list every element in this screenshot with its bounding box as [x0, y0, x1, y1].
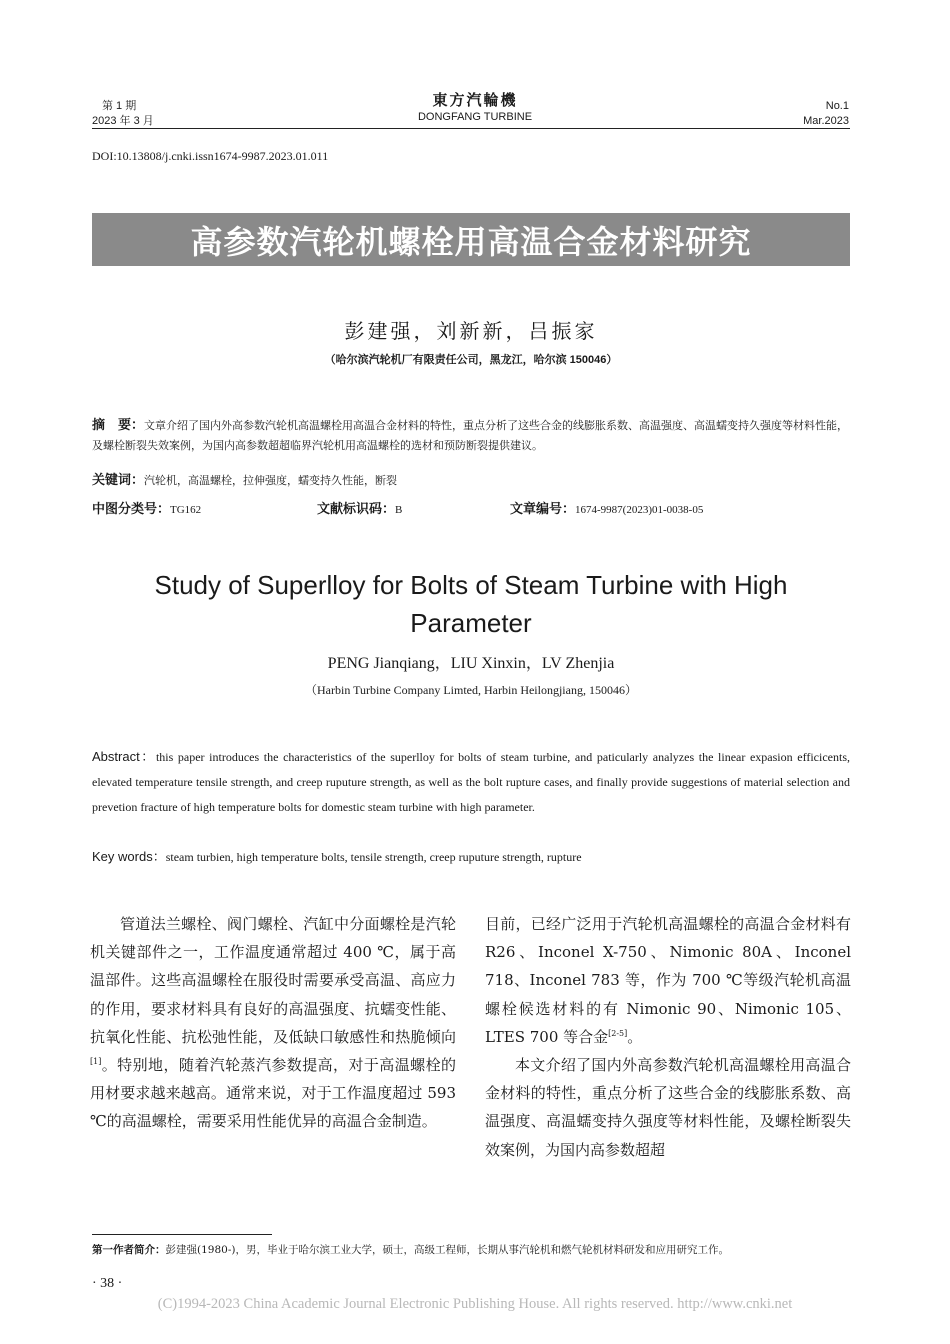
page-number: · 38 · [92, 1276, 123, 1291]
abstract-en-text: this paper introduces the characteristics of the superlloy for bolts of steam turbine, and paticularly analyzes the linear expasion efficicents, elevated temperature tensile strength, and creep ruputure strength, as well as the bolt rupture cases, and finally provide suggestions of material selection and prevetion fracture of high temperature bolts for domestic steam turbine with high parameter. [92, 750, 850, 814]
body-paragraph [485, 1051, 851, 1164]
clc-value: TG162 [170, 504, 202, 516]
affiliation-cn: （哈尔滨汽轮机厂有限责任公司，黑龙江，哈尔滨 150046） [324, 354, 618, 366]
citation-ref[interactable]: [1] [90, 1057, 102, 1067]
clc-item [92, 500, 201, 519]
header-divider [92, 128, 850, 129]
abstract-en [92, 744, 850, 820]
header-issue-date-en [803, 99, 849, 129]
body-paragraph [485, 910, 851, 1051]
article-no-value: 1674-9987(2023)01-0038-05 [575, 504, 704, 516]
journal-masthead [360, 92, 590, 124]
abstract-cn-text: 文章介绍了国内外高参数汽轮机高温螺栓用高温合金材料的特性，重点分析了这些合金的线膨胀系数、高温强度、高温蠕变持久强度等材料性能，及螺栓断裂失效案例，为国内高参数超超临界汽轮机用高温螺栓的选材和预防断裂提供建议。 [92, 419, 849, 452]
doc-code-item [317, 500, 402, 519]
doc-code-value: B [395, 504, 403, 516]
journal-name-en: DONGFANG TURBINE [417, 111, 533, 123]
abstract-cn-label: 摘 要： [92, 417, 145, 432]
page-title: 高参数汽轮机螺栓用高温合金材料研究 [190, 223, 752, 260]
keywords-cn-label: 关键词： [92, 472, 145, 487]
keywords-cn [92, 471, 850, 490]
copyright-watermark: (C)1994-2023 China Academic Journal Electronic Publishing House. All rights reserved. http://www.cnki.net [157, 1296, 793, 1312]
footnote-text: 彭建强(1980-)，男，毕业于哈尔滨工业大学，硕士，高级工程师，长期从事汽轮机和燃气轮机材料研发和应用研究工作。 [165, 1244, 729, 1256]
doc-code-label: 文献标识码： [317, 501, 396, 516]
keywords-cn-text: 汽轮机，高温螺栓，拉伸强度，蠕变持久性能，断裂 [144, 474, 398, 487]
issue-en: No.1 [825, 100, 849, 112]
body-text: 目前，已经广泛用于汽轮机高温螺栓的高温合金材料有 R26、Inconel X-750、Nimonic 80A、Inconel 718、Inconel 783 等，作为 700 ℃等级汽轮机高温螺栓候选材料的有 Nimonic 90、Nimonic 105、LTES 700 等合金 [485, 915, 851, 1046]
affiliation-en: （Harbin Turbine Company Limted, Harbin Heilongjiang, 150046） [305, 683, 637, 697]
journal-logo-cn: 東方汽輪機 [432, 93, 518, 109]
date-cn: 2023 年 3 月 [92, 115, 154, 127]
authors-en: PENG Jianqiang，LIU Xinxin，LV Zhenjia [327, 655, 615, 672]
article-no-label: 文章编号： [510, 501, 576, 516]
body-text: 。特别地，随着汽轮蒸汽参数提高，对于高温螺栓的用材要求越来越高。通常来说，对于工作温度超过 593 ℃的高温螺栓，需要采用性能优异的高温合金制造。 [90, 1056, 456, 1131]
authors-cn: 彭建强，刘新新，吕振家 [344, 319, 598, 343]
date-en: Mar.2023 [803, 115, 849, 127]
article-no-item [510, 500, 703, 519]
body-paragraph [90, 910, 456, 1136]
title-en: Study of Superlloy for Bolts of Steam Turbine with High Parameter [154, 570, 788, 638]
abstract-cn [92, 415, 850, 456]
keywords-en [92, 847, 850, 867]
issue-cn: 第 1 期 [102, 100, 137, 112]
body-text: 。 [627, 1027, 643, 1046]
body-text: 本文介绍了国内外高参数汽轮机高温螺栓用高温合金材料的特性，重点分析了这些合金的线膨胀系数、高温强度、高温蠕变持久强度等材料性能，及螺栓断裂失效案例，为国内高参数超超 [485, 1056, 851, 1159]
body-column-left [90, 910, 456, 1136]
author-footnote [92, 1242, 852, 1258]
body-column-right [485, 910, 851, 1164]
keywords-en-label: Key words： [92, 849, 166, 864]
title-banner [92, 213, 850, 266]
footnote-label: 第一作者简介： [92, 1244, 166, 1256]
header-issue-date-cn [92, 99, 154, 129]
abstract-en-label: Abstract： [92, 749, 156, 764]
citation-ref[interactable]: [2-5] [608, 1028, 628, 1038]
body-text: 管道法兰螺栓、阀门螺栓、汽缸中分面螺栓是汽轮机关键部件之一，工作温度通常超过 400 ℃，属于高温部件。这些高温螺栓在服役时需要承受高温、高应力的作用，要求材料具有良好的高温强度、抗蠕变性能、抗氧化性能、抗松弛性能，及低缺口敏感性和热脆倾向 [90, 915, 456, 1046]
clc-label: 中图分类号： [92, 501, 171, 516]
doi-link[interactable]: DOI:10.13808/j.cnki.issn1674-9987.2023.01.011 [92, 149, 329, 163]
keywords-en-text: steam turbien, high temperature bolts, tensile strength, creep ruputure strength, rupture [165, 850, 582, 864]
footnote-divider [92, 1234, 272, 1235]
